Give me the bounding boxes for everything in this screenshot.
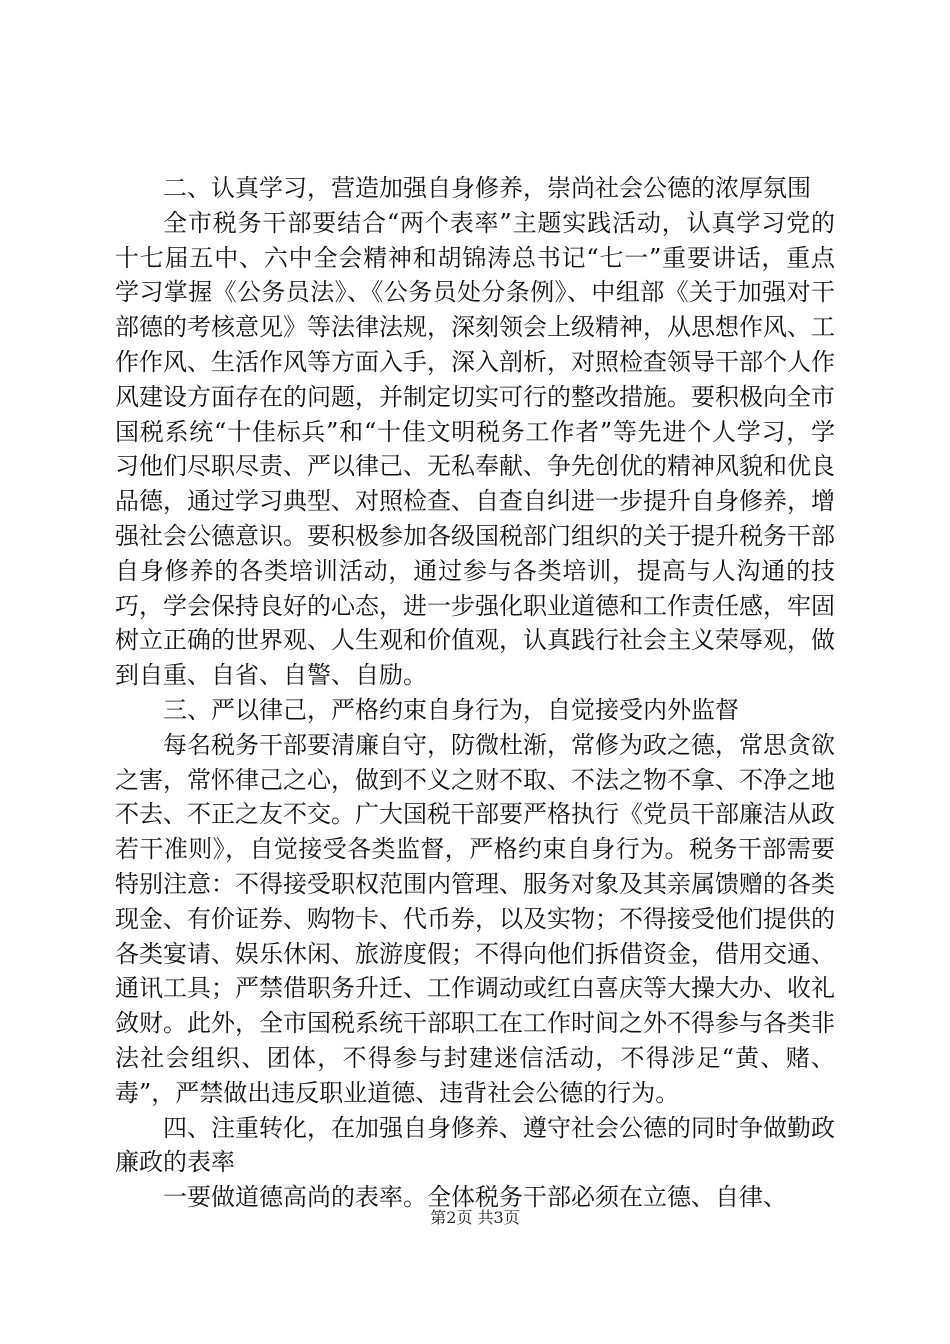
body-paragraph-model: 一要做道德高尚的表率。全体税务干部必须在立德、自律、	[163, 1183, 787, 1212]
document-body	[115, 171, 835, 1215]
body-paragraph-study: 全市税务干部要结合“两个表率”主题实践活动，认真学习党的十七届五中、六中全会精神和胡锦涛总书记“七一”重要讲话，重点学习掌握《公务员法》、《公务员处分条例》、中组部《关于加强对干部德的考核意见》等法律法规，深刻领会上级精神，从思想作风、工作作风、生活作风等方面入手，深入剖析，对照检查领导干部个人作风建设方面存在的问题，并制定切实可行的整改措施。要积极向全市国税系统“十佳标兵”和“十佳文明税务工作者”等先进个人学习，学习他们尽职尽责、严以律己、无私奉献、争先创优的精神风貌和优良品德，通过学习典型、对照检查、自查自纠进一步提升自身修养，增强社会公德意识。要积极参加各级国税部门组织的关于提升税务干部自身修养的各类培训活动，通过参与各类培训，提高与人沟通的技巧，学会保持良好的心态，进一步强化职业道德和工作责任感，牢固树立正确的世界观、人生观和价值观，认真践行社会主义荣辱观，做到自重、自省、自警、自励。	[115, 208, 835, 690]
section-heading-2: 二、认真学习，营造加强自身修养，崇尚社会公德的浓厚氛围	[163, 174, 811, 202]
body-paragraph-discipline: 每名税务干部要清廉自守，防微杜渐，常修为政之德，常思贪欲之害，常怀律己之心，做到不义之财不取、不法之物不拿、不净之地不去、不正之友不交。广大国税干部要严格执行《党员干部廉洁从政若干准则》，自觉接受各类监督，严格约束自身行为。税务干部需要特别注意：不得接受职权范围内管理、服务对象及其亲属馈赠的各类现金、有价证券、购物卡、代币券，以及实物；不得接受他们提供的各类宴请、娱乐休闲、旅游度假；不得向他们拆借资金，借用交通、通讯工具；严禁借职务升迁、工作调动或红白喜庆等大操大办、收礼敛财。此外，全市国税系统干部职工在工作时间之外不得参与各类非法社会组织、团体，不得参与封建迷信活动，不得涉足“黄、赌、毒”，严禁做出违反职业道德、违背社会公德的行为。	[115, 730, 835, 1107]
page-number-footer: 第2页 共3页	[430, 1208, 520, 1227]
section-heading-4: 四、注重转化，在加强自身修养、遵守社会公德的同时争做勤政廉政的表率	[115, 1113, 835, 1177]
section-heading-3: 三、严以律己，严格约束自身行为，自觉接受内外监督	[163, 695, 739, 724]
